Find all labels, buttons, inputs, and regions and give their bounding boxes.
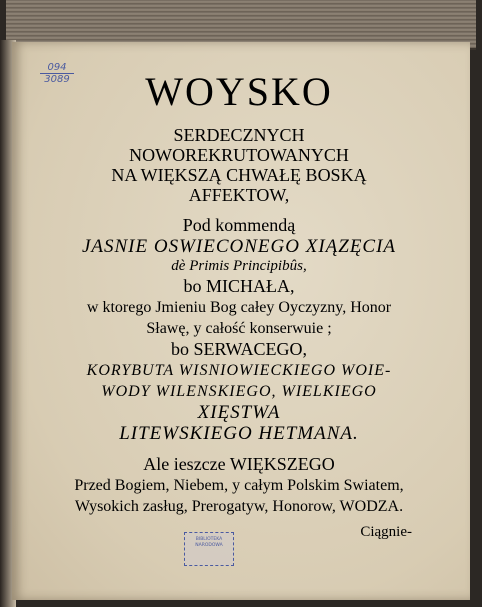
library-stamp-text: BIBLIOTEKA NARODOWA <box>195 537 223 548</box>
catchword: Ciągnie- <box>360 524 412 540</box>
dedication-wody: WODY WILENSKIEGO, WIELKIEGO <box>101 383 377 400</box>
main-title: WOYSKO <box>145 69 333 114</box>
dedication-pod: Pod kommendą <box>182 215 296 235</box>
dedication-xiestwa: XIĘSTWA <box>197 402 281 423</box>
dedication-w-ktorego: w ktorego Jmieniu Bog całey Oyczyzny, Honor <box>86 299 392 316</box>
subtitle-line-4: AFFEKTOW, <box>188 185 290 205</box>
library-stamp <box>184 532 234 566</box>
shelfmark-number-top: 094 <box>40 62 74 74</box>
subtitle-line-1: SERDECZNYCH <box>173 125 305 145</box>
shelfmark-number-bottom: 3089 <box>44 74 70 85</box>
dedication-bo-michala: bo MICHAŁA, <box>183 276 295 296</box>
dedication-bo-serwacego: bo SERWACEGO, <box>170 339 307 359</box>
closing-przed: Przed Bogiem, Niebem, y całym Polskim Swiatem, <box>74 477 404 494</box>
title-page-text <box>24 60 454 517</box>
closing-ale: Ale ieszcze WIĘKSZEGO <box>143 454 335 474</box>
dedication-korybuta: KORYBUTA WISNIOWIECKIEGO WOIE- <box>86 362 392 379</box>
dedication-litewskiego: LITEWSKIEGO HETMANA. <box>119 423 359 444</box>
closing-wysokich: Wysokich zasług, Prerogatyw, Honorow, WODZA. <box>74 498 404 515</box>
subtitle-line-2: NOWOREKRUTOWANYCH <box>129 145 349 165</box>
subtitle-line-3: NA WIĘKSZĄ CHWAŁĘ BOSKĄ <box>111 165 367 185</box>
dedication-primis: dè Primis Principibûs, <box>171 258 307 274</box>
dedication-jasnie: JASNIE OSWIECONEGO XIĄZĘCIA <box>81 236 397 257</box>
dedication-slawe: Sławę, y całość konserwuie ; <box>146 320 332 337</box>
